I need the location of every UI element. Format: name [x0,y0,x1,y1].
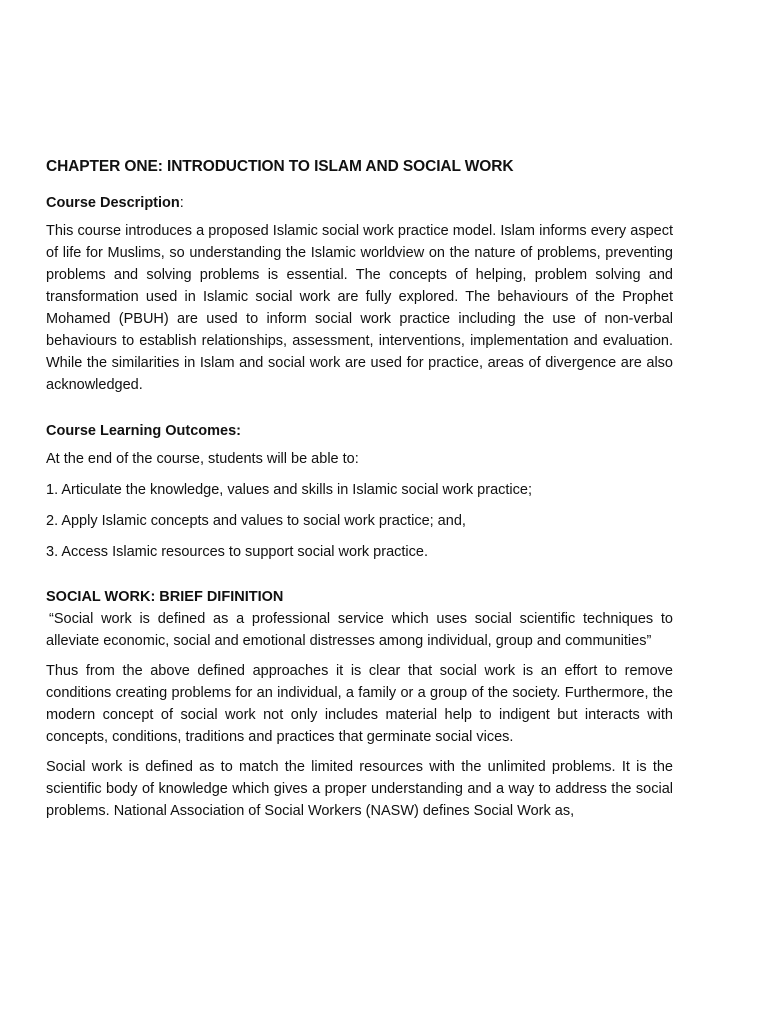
social-work-paragraph-1: Thus from the above defined approaches it is clear that social work is an effort to remove conditions creating problems for an individual, a family or a group of the society. Furthermore, the modern concept of social work not only includes material help to indigent but interacts with concepts, conditions, traditions and practices that germinate social vices. [46,663,673,745]
learning-outcome-item-2: 2. Apply Islamic concepts and values to social work practice; and, [46,513,466,529]
chapter-title: CHAPTER ONE: INTRODUCTION TO ISLAM AND SOCIAL WORK [46,158,514,175]
document-page [46,156,673,830]
course-description-heading-colon: : [179,195,184,211]
learning-outcomes-intro: At the end of the course, students will be able to: [46,451,359,467]
social-work-definition-quote: “Social work is defined as a professional service which uses social scientific techniques to alleviate economic, social and emotional distresses among individual, group and communities” [46,611,673,649]
spacer [46,404,673,420]
course-description-heading-text: Course Description [46,195,180,211]
spacer [46,572,673,586]
learning-outcomes-heading: Course Learning Outcomes: [46,423,241,439]
social-work-paragraph-2: Social work is defined as to match the limited resources with the unlimited problems. It is the scientific body of knowledge which gives a proper understanding and a way to address the social problems. National Association of Social Workers (NASW) defines Social Work as, [46,759,673,819]
learning-outcome-item-3: 3. Access Islamic resources to support social work practice. [46,544,428,560]
course-description-heading [46,192,673,214]
social-work-definition-heading: SOCIAL WORK: BRIEF DIFINITION [46,589,284,605]
learning-outcome-item-1: 1. Articulate the knowledge, values and skills in Islamic social work practice; [46,482,532,498]
course-description-paragraph: This course introduces a proposed Islamic social work practice model. Islam informs every aspect of life for Muslims, so understanding the Islamic worldview on the nature of problems, preventing problems and solving problems is essential. The concepts of helping, problem solving and transformation used in Islamic social work are fully explored. The behaviours of the Prophet Mohamed (PBUH) are used to inform social work practice including the use of non-verbal behaviours to establish relationships, assessment, interventions, implementation and evaluation. While the similarities in Islam and social work are used for practice, areas of divergence are also acknowledged. [46,223,673,393]
